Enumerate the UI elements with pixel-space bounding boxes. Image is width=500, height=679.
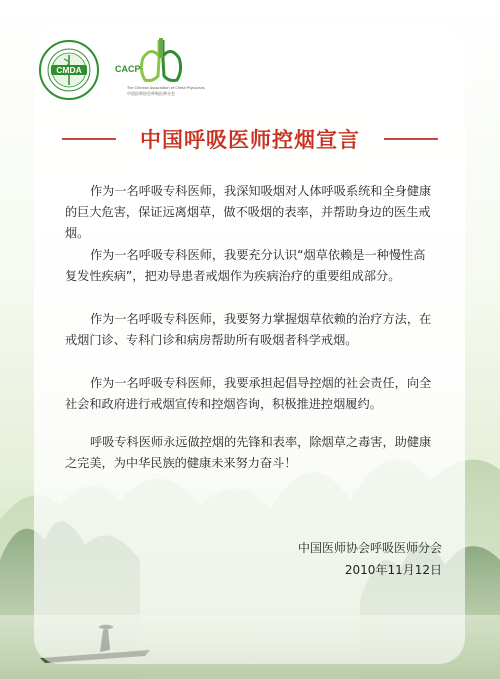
- cacp-text: CACP: [115, 64, 141, 74]
- title-divider-right: [384, 138, 438, 140]
- paragraph-3: 作为一名呼吸专科医师，我要努力掌握烟草依赖的治疗方法，在戒烟门诊、专科门诊和病房帮助所有吸烟者科学戒烟。: [65, 312, 432, 347]
- cacp-logo: [115, 36, 205, 104]
- paragraph-2: 作为一名呼吸专科医师，我要充分认识“烟草依赖是一种慢性高复发性疾病”，把劝导患者戒烟作为疾病治疗的重要组成部分。: [65, 248, 426, 283]
- paragraph-1: 作为一名呼吸专科医师，我深知吸烟对人体呼吸系统和全身健康的巨大危害，保证远离烟草，做不吸烟的表率，并帮助身边的医生戒烟。: [65, 184, 432, 240]
- signature-date: 2010年11月12日: [344, 563, 442, 577]
- paragraph-4: 作为一名呼吸专科医师，我要承担起倡导控烟的社会责任，向全社会和政府进行戒烟宣传和控烟咨询，积极推进控烟履约。: [65, 376, 432, 411]
- title-divider-left: [62, 138, 116, 140]
- cacp-subtitle-cn: 中国医师协会呼吸医师分会: [127, 91, 175, 96]
- cmda-logo: [38, 39, 100, 101]
- cacp-subtitle-en: The Chinese Association of Chest Physicians: [127, 86, 205, 90]
- signature-organization: 中国医师协会呼吸医师分会: [297, 541, 442, 555]
- paragraph-5: 呼吸专科医师永远做控烟的先锋和表率，除烟草之毒害，助健康之完美，为中华民族的健康未来努力奋斗！: [65, 435, 432, 470]
- lungs-icon: [137, 36, 185, 84]
- title-row: [62, 124, 438, 154]
- svg-text:CMDA: CMDA: [56, 65, 82, 76]
- page-title: 中国呼吸医师控烟宣言: [140, 128, 360, 152]
